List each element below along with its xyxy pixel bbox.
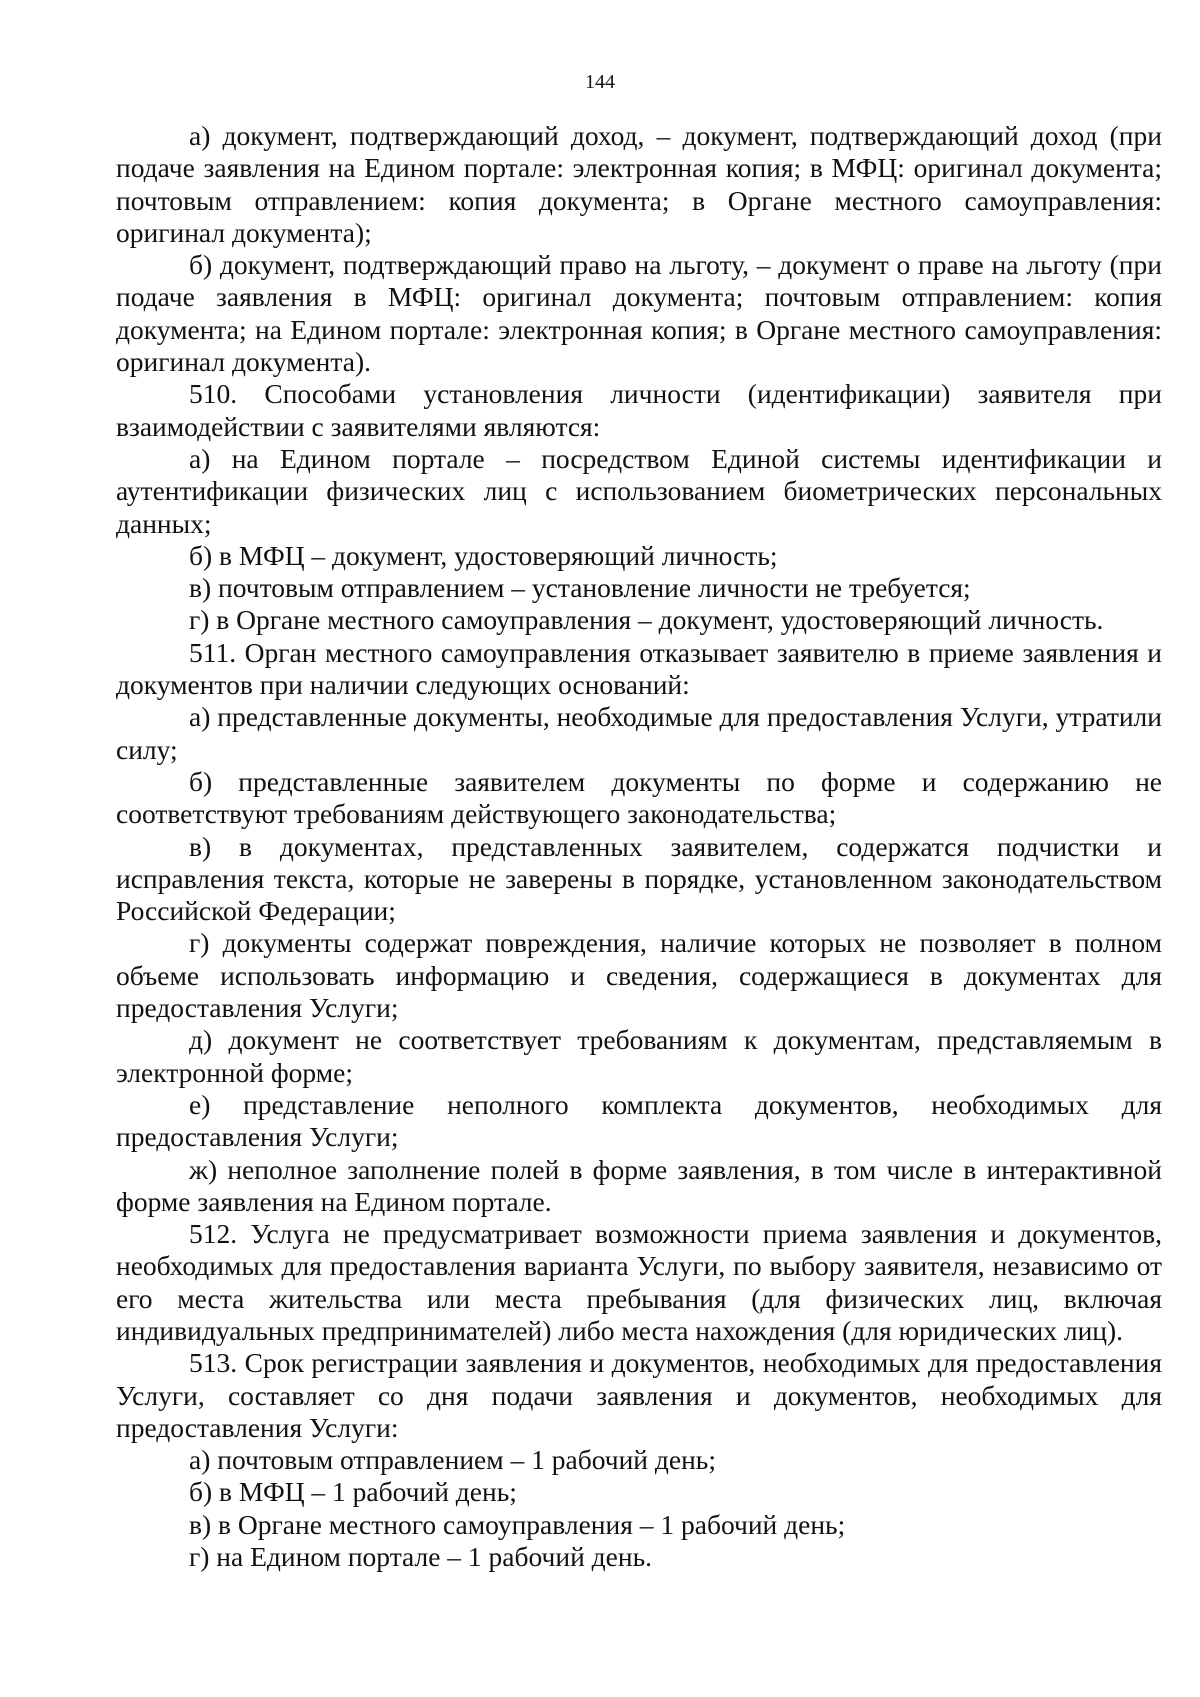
document-body bbox=[116, 120, 1162, 1573]
paragraph-511-c: в) в документах, представленных заявителем, содержатся подчистки и исправления текста, которые не заверены в порядке, установленном законодательством Российской Федерации; bbox=[116, 830, 1162, 927]
paragraph-510-d: г) в Органе местного самоуправления – документ, удостоверяющий личность. bbox=[189, 604, 1104, 636]
paragraph-income-document: а) документ, подтверждающий доход, – документ, подтверждающий доход (при подаче заявления на Едином портале: электронная копия; в МФЦ: оригинал документа; почтовым отправлением: копия документа; в Органе местного самоуправления: оригинал документа); bbox=[116, 120, 1162, 248]
paragraph-512: 512. Услуга не предусматривает возможности приема заявления и документов, необходимых для предоставления варианта Услуги, по выбору заявителя, независимо от его места жительства или места пребывания (для физических лиц, включая индивидуальных предпринимателей) либо места нахождения (для юридических лиц). bbox=[116, 1218, 1162, 1346]
paragraph-513-a: а) почтовым отправлением – 1 рабочий день; bbox=[189, 1444, 716, 1476]
page-number: 144 bbox=[585, 71, 615, 93]
paragraph-511-f: е) представление неполного комплекта документов, необходимых для предоставления Услуги; bbox=[116, 1088, 1162, 1153]
paragraph-510-b: б) в МФЦ – документ, удостоверяющий личность; bbox=[189, 539, 778, 571]
paragraph-benefit-document: б) документ, подтверждающий право на льготу, – документ о праве на льготу (при подаче заявления в МФЦ: оригинал документа; почтовым отправлением: копия документа; на Едином портале: электронная копия; в Органе местного самоуправления: оригинал документа). bbox=[116, 249, 1162, 378]
paragraph-513-registration-term: 513. Срок регистрации заявления и документов, необходимых для предоставления Услуги, составляет со дня подачи заявления и документов, необходимых для предоставления Услуги: bbox=[116, 1347, 1162, 1443]
paragraph-510-identification-methods: 510. Способами установления личности (идентификации) заявителя при взаимодействии с заявителями являются: bbox=[116, 378, 1162, 442]
paragraph-513-d: г) на Едином портале – 1 рабочий день. bbox=[189, 1541, 653, 1573]
paragraph-510-a: а) на Едином портале – посредством Единой системы идентификации и аутентификации физических лиц с использованием биометрических персональных данных; bbox=[116, 442, 1162, 539]
paragraph-511-e: д) документ не соответствует требованиям к документам, представляемым в электронной форме; bbox=[116, 1024, 1162, 1088]
paragraph-511-a: а) представленные документы, необходимые для предоставления Услуги, утратили силу; bbox=[116, 701, 1162, 765]
paragraph-511-b: б) представленные заявителем документы по форме и содержанию не соответствуют требованиям действующего законодательства; bbox=[116, 765, 1162, 830]
paragraph-513-b: б) в МФЦ – 1 рабочий день; bbox=[189, 1476, 517, 1508]
paragraph-511-d: г) документы содержат повреждения, наличие которых не позволяет в полном объеме использовать информацию и сведения, содержащиеся в документах для предоставления Услуги; bbox=[116, 927, 1162, 1024]
paragraph-513-c: в) в Органе местного самоуправления – 1 рабочий день; bbox=[189, 1508, 846, 1540]
paragraph-511-refusal-grounds: 511. Орган местного самоуправления отказывает заявителю в приеме заявления и документов при наличии следующих оснований: bbox=[116, 636, 1162, 701]
paragraph-511-g: ж) неполное заполнение полей в форме заявления, в том числе в интерактивной форме заявления на Едином портале. bbox=[116, 1153, 1162, 1217]
paragraph-510-c: в) почтовым отправлением – установление личности не требуется; bbox=[189, 572, 971, 604]
